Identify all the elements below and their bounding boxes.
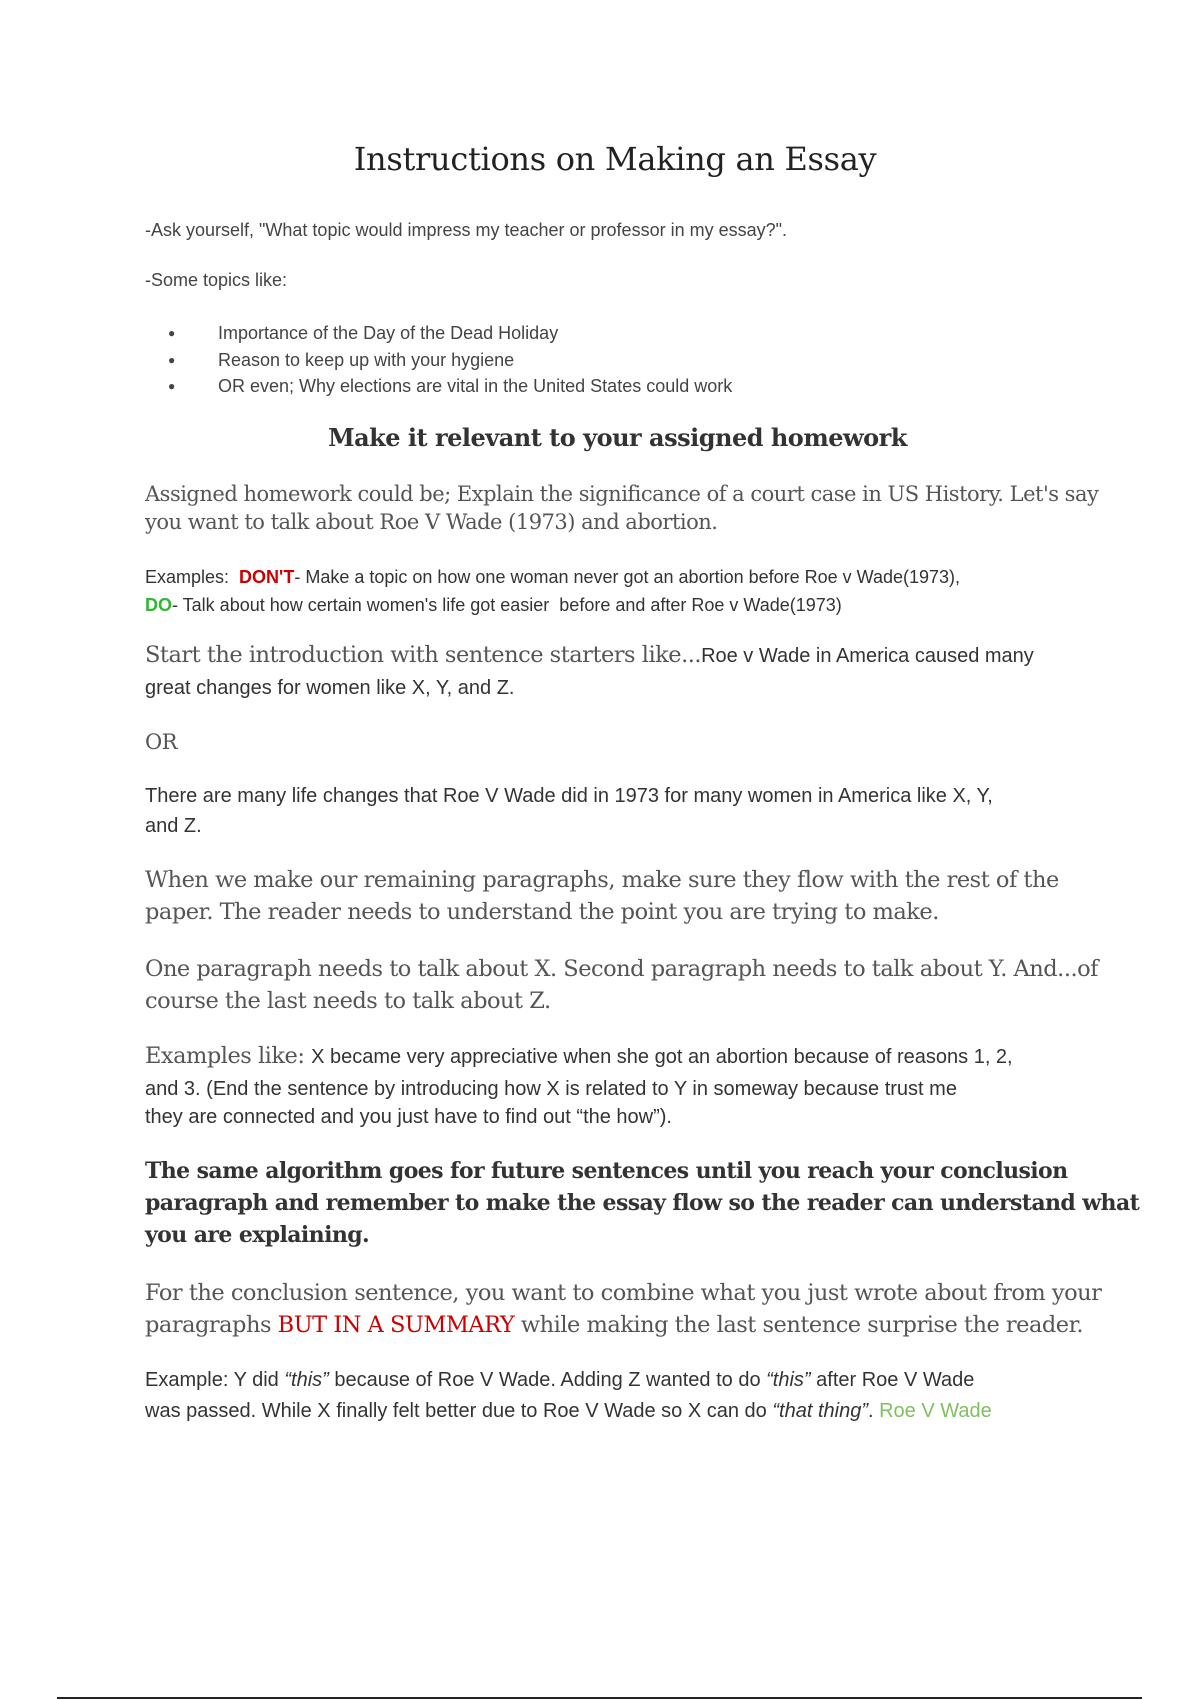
footer-divider bbox=[57, 1697, 1142, 1699]
examples-prefix: Examples: bbox=[145, 567, 240, 587]
intro-sentence-sans: Roe v Wade in America caused many bbox=[701, 645, 1034, 667]
dont-label: DON'T bbox=[239, 567, 295, 587]
list-item: ● Reason to keep up with your hygiene bbox=[145, 347, 732, 374]
intro-sentence-line-2: great changes for women like X, Y, and Z. bbox=[145, 677, 515, 699]
summary-highlight: BUT IN A SUMMARY bbox=[277, 1312, 515, 1338]
examples-like-serif: Examples like: bbox=[145, 1043, 312, 1069]
alt-sentence-line-1: There are many life changes that Roe V Wade did in 1973 for many women in America like X, Y, bbox=[145, 785, 993, 807]
some-topics-line: -Some topics like: bbox=[145, 270, 288, 290]
final-example-line-1 bbox=[145, 1369, 974, 1392]
alt-sentence-line-2: and Z. bbox=[145, 815, 202, 837]
examples-like-line-1 bbox=[145, 1043, 1013, 1069]
examples-like-sans: X became very appreciative when she got an abortion because of reasons 1, 2, bbox=[311, 1046, 1013, 1068]
final-example-this-1: “this” bbox=[284, 1369, 329, 1391]
assigned-line-2: you want to talk about Roe V Wade (1973) and abortion. bbox=[145, 510, 718, 534]
intro-sentence-line-1 bbox=[145, 642, 1034, 668]
final-example-that-thing: “that thing” bbox=[772, 1400, 868, 1422]
page-title: Instructions on Making an Essay bbox=[353, 140, 877, 178]
algorithm-line-3: you are explaining. bbox=[145, 1222, 370, 1248]
final-example-c: after Roe V Wade bbox=[810, 1369, 975, 1391]
final-example-b: because of Roe V Wade. Adding Z wanted to do bbox=[328, 1369, 767, 1391]
or-text: OR bbox=[145, 730, 178, 754]
assigned-line-1: Assigned homework could be; Explain the significance of a court case in US History. Let's say bbox=[145, 482, 1099, 506]
examples-like-line-2: and 3. (End the sentence by introducing how X is related to Y in someway because trust me bbox=[145, 1078, 957, 1100]
conclusion-text-a: paragraphs bbox=[145, 1312, 278, 1338]
ask-yourself-line: -Ask yourself, "What topic would impress my teacher or professor in my essay?". bbox=[145, 220, 787, 240]
examples-dont-line bbox=[145, 567, 960, 588]
algorithm-line-1: The same algorithm goes for future sentences until you reach your conclusion bbox=[145, 1158, 1068, 1184]
final-example-this-2: “this” bbox=[766, 1369, 811, 1391]
conclusion-line-2 bbox=[145, 1312, 1083, 1338]
algorithm-line-2: paragraph and remember to make the essay flow so the reader can understand what bbox=[145, 1190, 1140, 1216]
paragraph-plan-line-1: One paragraph needs to talk about X. Second paragraph needs to talk about Y. And...of bbox=[145, 956, 1098, 982]
paragraph-plan-line-2: course the last needs to talk about Z. bbox=[145, 988, 551, 1014]
dont-text: - Make a topic on how one woman never got an abortion before Roe v Wade(1973), bbox=[294, 567, 961, 587]
do-label: DO bbox=[145, 595, 172, 615]
final-example-e: . bbox=[867, 1400, 880, 1422]
remaining-line-1: When we make our remaining paragraphs, make sure they flow with the rest of the bbox=[145, 867, 1059, 893]
conclusion-text-b: while making the last sentence surprise the reader. bbox=[514, 1312, 1084, 1338]
remaining-line-2: paper. The reader needs to understand the point you are trying to make. bbox=[145, 899, 939, 925]
topics-list bbox=[145, 320, 732, 400]
section-heading: Make it relevant to your assigned homework bbox=[328, 423, 907, 452]
list-item: ● Importance of the Day of the Dead Holiday bbox=[145, 320, 732, 347]
intro-sentence-serif: Start the introduction with sentence starters like... bbox=[145, 642, 702, 668]
do-text: - Talk about how certain women's life got easier before and after Roe v Wade(1973) bbox=[172, 595, 842, 615]
roe-v-wade-green: Roe V Wade bbox=[879, 1400, 992, 1422]
list-item: ● OR even; Why elections are vital in the United States could work bbox=[145, 373, 732, 400]
final-example-d: was passed. While X finally felt better due to Roe V Wade so X can do bbox=[145, 1400, 773, 1422]
examples-do-line bbox=[145, 595, 842, 616]
final-example-a: Example: Y did bbox=[145, 1369, 285, 1391]
conclusion-line-1: For the conclusion sentence, you want to combine what you just wrote about from your bbox=[145, 1280, 1102, 1306]
final-example-line-2 bbox=[145, 1400, 992, 1423]
examples-like-line-3: they are connected and you just have to find out “the how”). bbox=[145, 1106, 672, 1128]
